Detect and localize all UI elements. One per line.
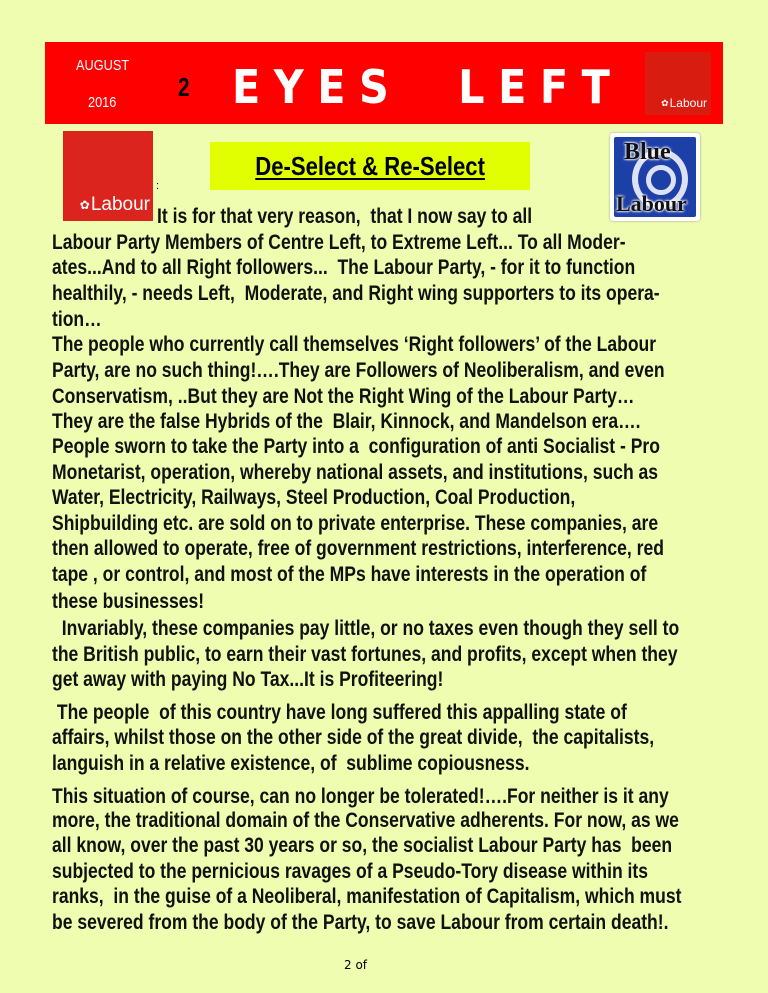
article-line: tion…	[52, 308, 102, 331]
article-line: Shipbuilding etc. are sold on to private enterprise. These companies, are	[52, 512, 659, 535]
article-line: languish in a relative existence, of sublime copiousness.	[52, 752, 530, 775]
article-line: these businesses!	[52, 590, 205, 613]
article-line: Party, are no such thing!….They are Followers of Neoliberalism, and even	[52, 359, 665, 382]
article-line: Water, Electricity, Railways, Steel Production, Coal Production,	[52, 486, 576, 509]
blue-labour-word-labour: Labour	[616, 191, 687, 216]
article-line: They are the false Hybrids of the Blair, Kinnock, and Mandelson era….	[52, 410, 641, 433]
article-line: Conservatism, ..But they are Not the Right Wing of the Labour Party…	[52, 385, 635, 408]
article-line: This situation of course, can no longer be tolerated!….For neither is it any	[52, 785, 669, 808]
article-line: get away with paying No Tax...It is Profiteering!	[52, 668, 444, 691]
blue-labour-logo	[610, 133, 700, 221]
article-line: ates...And to all Right followers... The Labour Party, - for it to function	[52, 256, 636, 279]
article-line: The people of this country have long suffered this appalling state of	[52, 701, 627, 724]
article-line: all know, over the past 30 years or so, the socialist Labour Party has been	[52, 834, 673, 857]
article-line: be severed from the body of the Party, to save Labour from certain death!.	[52, 911, 669, 934]
article-line: then allowed to operate, free of government restrictions, interference, red	[52, 537, 664, 560]
article-title: De-Select & Re-Select	[255, 150, 485, 181]
article-title-box	[210, 142, 530, 190]
labour-logo-label: Labour	[669, 96, 707, 110]
masthead-banner	[45, 42, 723, 124]
blue-labour-word-blue: Blue	[624, 139, 671, 165]
article-line: Labour Party Members of Centre Left, to Extreme Left... To all Moder-	[52, 231, 626, 254]
page-number: 2 of	[344, 958, 368, 972]
rose-icon: ✿	[661, 98, 669, 108]
article-line: more, the traditional domain of the Conservative adherents. For now, as we	[52, 809, 679, 832]
article-line: affairs, whilst those on the other side of the great divide, the capitalists,	[52, 726, 655, 749]
newsletter-title: EYES LEFT	[232, 60, 624, 114]
issue-year: 2016	[88, 94, 117, 111]
article-line: Invariably, these companies pay little, or no taxes even though they sell to	[52, 617, 680, 640]
article-line: The people who currently call themselves ‘Right followers’ of the Labour	[52, 333, 657, 356]
article-line: It is for that very reason, that I now say to all	[157, 205, 533, 228]
issue-number: 2	[178, 72, 190, 102]
article-line: tape , or control, and most of the MPs have interests in the operation of	[52, 563, 647, 586]
labour-logo-label: Labour	[90, 194, 150, 215]
colon-mark: :	[156, 180, 160, 192]
labour-logo-small	[645, 52, 711, 115]
article-line: ranks, in the guise of a Neoliberal, manifestation of Capitalism, which must	[52, 885, 682, 908]
article-line: the British public, to earn their vast fortunes, and profits, except when they	[52, 643, 678, 666]
article-line: subjected to the pernicious ravages of a Pseudo-Tory disease within its	[52, 860, 649, 883]
article-line: People sworn to take the Party into a configuration of anti Socialist - Pro	[52, 435, 660, 458]
labour-logo-large	[63, 131, 153, 221]
article-line: Monetarist, operation, whereby national assets, and institutions, such as	[52, 461, 659, 484]
rose-icon: ✿	[79, 198, 90, 212]
article-line: healthily, - needs Left, Moderate, and Right wing supporters to its opera-	[52, 282, 660, 305]
issue-month: AUGUST	[76, 57, 130, 74]
